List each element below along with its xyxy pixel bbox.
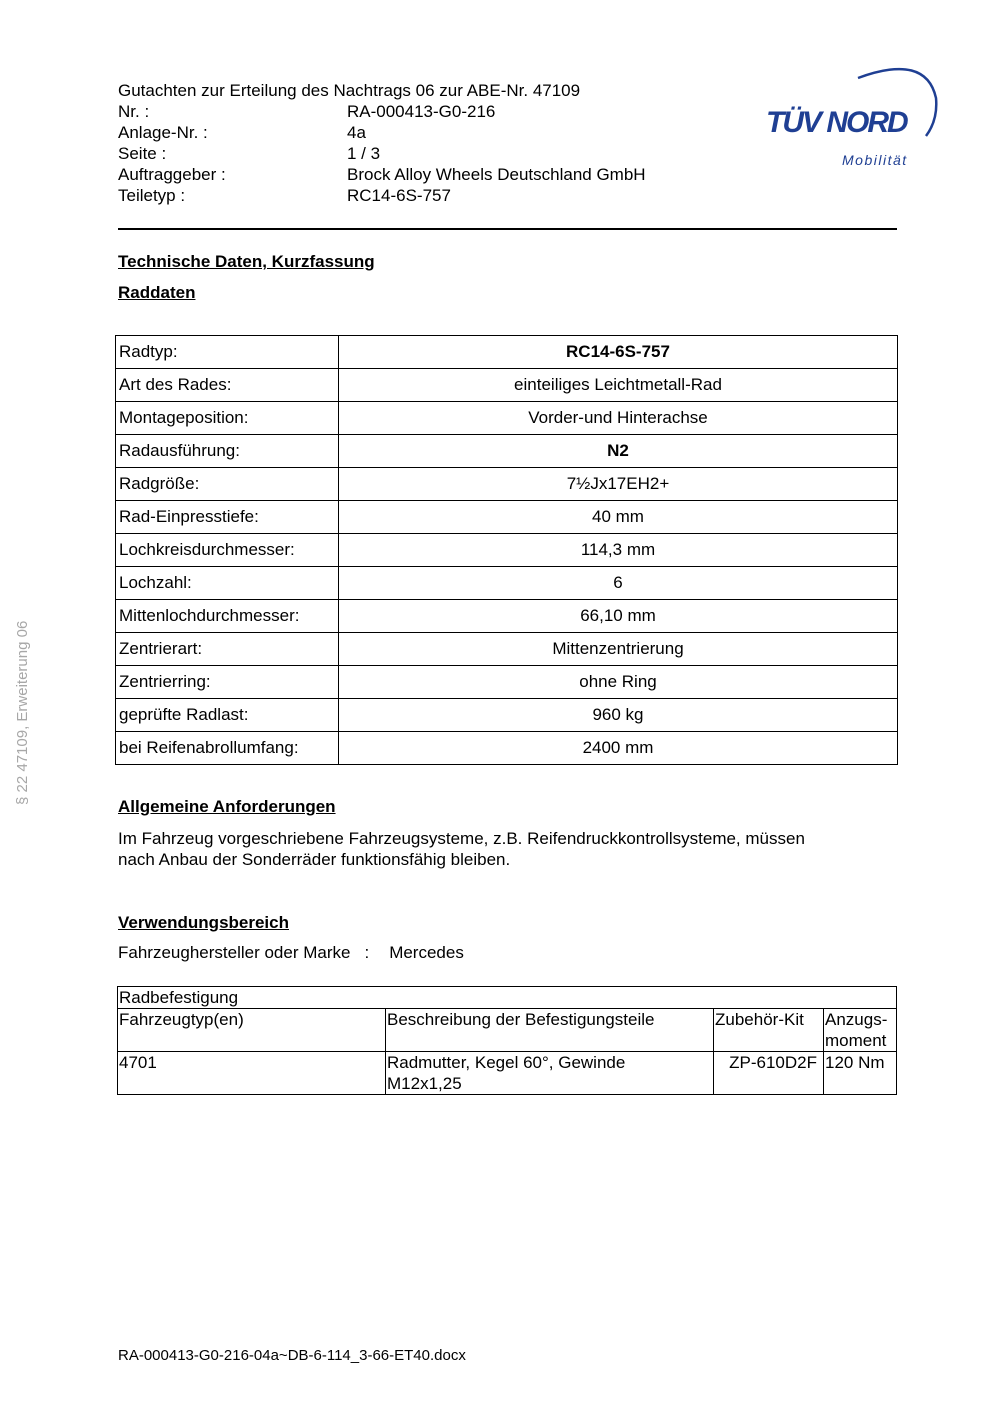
spec-label: bei Reifenabrollumfang: bbox=[116, 732, 339, 765]
kit-cell: ZP-610D2F bbox=[714, 1052, 824, 1095]
column-header: Zubehör-Kit bbox=[714, 1009, 824, 1052]
header-line: Anzugs- bbox=[825, 1010, 888, 1029]
header-value: RA-000413-G0-216 bbox=[347, 102, 496, 121]
table-row bbox=[116, 600, 898, 633]
spec-value: Mittenzentrierung bbox=[339, 633, 898, 666]
header-value: 1 / 3 bbox=[347, 144, 381, 163]
spec-label: Radausführung: bbox=[116, 435, 339, 468]
wheel-spec-table bbox=[115, 335, 898, 765]
table-header-row bbox=[118, 1009, 897, 1052]
table-caption-row bbox=[118, 987, 897, 1009]
table-row bbox=[116, 369, 898, 402]
fixing-caption: Radbefestigung bbox=[118, 987, 897, 1009]
table-row bbox=[116, 567, 898, 600]
spec-value: 40 mm bbox=[339, 501, 898, 534]
table-row bbox=[116, 468, 898, 501]
footer-filename: RA-000413-G0-216-04a~DB-6-114_3-66-ET40.docx bbox=[118, 1347, 466, 1364]
spec-value: RC14-6S-757 bbox=[339, 336, 898, 369]
spec-label: Lochzahl: bbox=[116, 567, 339, 600]
section-heading-verwendung: Verwendungsbereich bbox=[118, 913, 289, 932]
manufacturer-label: Fahrzeughersteller oder Marke bbox=[118, 943, 351, 962]
table-row bbox=[116, 336, 898, 369]
table-row bbox=[118, 1052, 897, 1095]
wheel-fixing-table bbox=[117, 986, 897, 1095]
header-value: RC14-6S-757 bbox=[347, 186, 451, 205]
spec-value: 114,3 mm bbox=[339, 534, 898, 567]
torque-cell: 120 Nm bbox=[824, 1052, 897, 1095]
spec-value: ohne Ring bbox=[339, 666, 898, 699]
header-label: Nr. : bbox=[118, 102, 150, 121]
logo-wordmark: TÜV NORD bbox=[766, 106, 907, 139]
spec-label: Radtyp: bbox=[116, 336, 339, 369]
side-margin-note: § 22 47109, Erweiterung 06 bbox=[14, 620, 31, 805]
spec-value: Vorder-und Hinterachse bbox=[339, 402, 898, 435]
section-heading-raddaten: Raddaten bbox=[118, 283, 196, 302]
spec-value: N2 bbox=[339, 435, 898, 468]
header-label: Anlage-Nr. : bbox=[118, 123, 208, 142]
table-row bbox=[116, 699, 898, 732]
table-row bbox=[116, 732, 898, 765]
spec-label: geprüfte Radlast: bbox=[116, 699, 339, 732]
spec-value: 2400 mm bbox=[339, 732, 898, 765]
vehicle-type-cell: 4701 bbox=[118, 1052, 386, 1095]
fixing-description-cell bbox=[386, 1052, 714, 1095]
header-row-seite bbox=[118, 143, 646, 164]
spec-value: einteiliges Leichtmetall-Rad bbox=[339, 369, 898, 402]
section-heading-allgemeine: Allgemeine Anforderungen bbox=[118, 797, 336, 816]
manufacturer-line bbox=[118, 943, 464, 963]
spec-label: Lochkreisdurchmesser: bbox=[116, 534, 339, 567]
section-heading-technische: Technische Daten, Kurzfassung bbox=[118, 252, 375, 271]
manufacturer-separator: : bbox=[364, 943, 370, 962]
spec-label: Rad-Einpresstiefe: bbox=[116, 501, 339, 534]
spec-value: 6 bbox=[339, 567, 898, 600]
header-label: Auftraggeber : bbox=[118, 165, 226, 184]
header-line: moment bbox=[825, 1031, 887, 1050]
general-requirements-text bbox=[118, 828, 805, 870]
spec-label: Zentrierring: bbox=[116, 666, 339, 699]
manufacturer-value: Mercedes bbox=[389, 943, 464, 962]
document-title: Gutachten zur Erteilung des Nachtrags 06 zur ABE-Nr. 47109 bbox=[118, 81, 581, 100]
header-row-teiletyp bbox=[118, 185, 646, 206]
spec-value: 7½Jx17EH2+ bbox=[339, 468, 898, 501]
tuv-nord-logo bbox=[766, 58, 938, 170]
table-row bbox=[116, 633, 898, 666]
spec-label: Radgröße: bbox=[116, 468, 339, 501]
spec-label: Mittenlochdurchmesser: bbox=[116, 600, 339, 633]
header-value: 4a bbox=[347, 123, 366, 142]
header-divider bbox=[118, 228, 897, 230]
header-row-anlage bbox=[118, 122, 646, 143]
spec-value: 66,10 mm bbox=[339, 600, 898, 633]
header-label: Teiletyp : bbox=[118, 186, 186, 205]
header-row-nr bbox=[118, 101, 646, 122]
column-header: Fahrzeugtyp(en) bbox=[118, 1009, 386, 1052]
logo-subtitle: Mobilität bbox=[842, 152, 908, 168]
header-value: Brock Alloy Wheels Deutschland GmbH bbox=[347, 165, 646, 184]
column-header: Beschreibung der Befestigungsteile bbox=[386, 1009, 714, 1052]
table-row bbox=[116, 534, 898, 567]
spec-value: 960 kg bbox=[339, 699, 898, 732]
table-row bbox=[116, 666, 898, 699]
table-row bbox=[116, 501, 898, 534]
column-header-torque bbox=[824, 1009, 897, 1052]
cell-line: M12x1,25 bbox=[387, 1074, 462, 1093]
header-label: Seite : bbox=[118, 144, 167, 163]
cell-line: Radmutter, Kegel 60°, Gewinde bbox=[387, 1053, 626, 1072]
spec-label: Art des Rades: bbox=[116, 369, 339, 402]
table-row bbox=[116, 435, 898, 468]
spec-label: Montageposition: bbox=[116, 402, 339, 435]
table-row bbox=[116, 402, 898, 435]
paragraph-line: nach Anbau der Sonderräder funktionsfähig bleiben. bbox=[118, 850, 511, 869]
header-row-auftraggeber bbox=[118, 164, 646, 185]
document-header bbox=[118, 80, 646, 206]
spec-label: Zentrierart: bbox=[116, 633, 339, 666]
paragraph-line: Im Fahrzeug vorgeschriebene Fahrzeugsysteme, z.B. Reifendruckkontrollsysteme, müssen bbox=[118, 829, 805, 848]
